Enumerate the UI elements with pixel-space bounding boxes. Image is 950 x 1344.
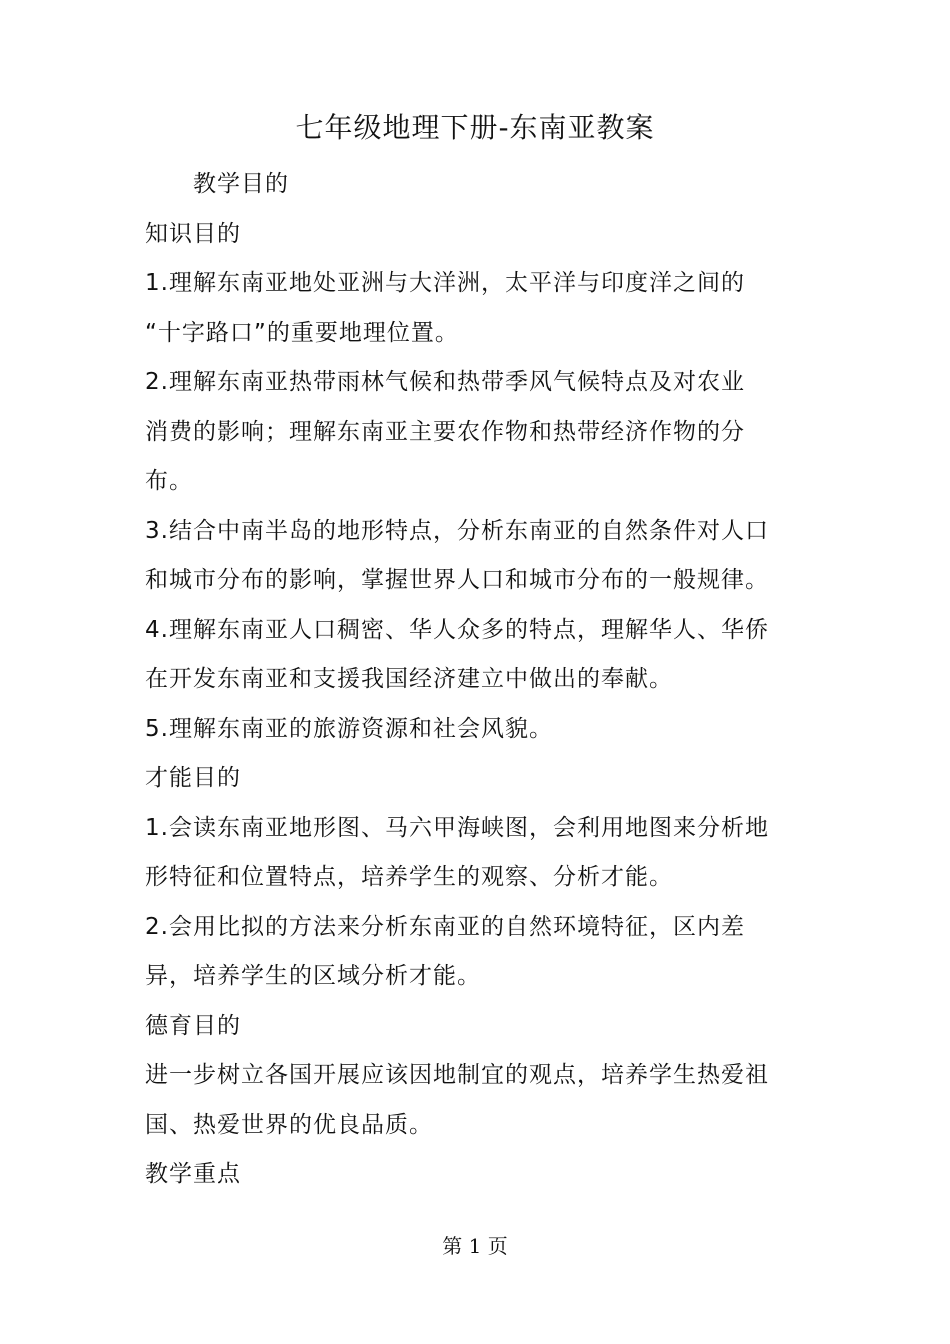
document-body xyxy=(145,160,825,1200)
heading-teaching-goals: 教学目的 xyxy=(193,171,289,197)
heading-teaching-focus: 教学重点 xyxy=(145,1161,241,1187)
document-title: 七年级地理下册-东南亚教案 xyxy=(295,111,655,144)
paragraph-line: “十字路口”的重要地理位置。 xyxy=(145,319,459,346)
paragraph-line: 2.理解东南亚热带雨林气候和热带季风气候特点及对农业 xyxy=(145,369,745,395)
heading-knowledge-goals: 知识目的 xyxy=(145,220,241,247)
paragraph-line: 国、热爱世界的优良品质。 xyxy=(145,1111,433,1138)
paragraph-line: 布。 xyxy=(145,468,193,494)
paragraph-line: 3.结合中南半岛的地形特点，分析东南亚的自然条件对人口 xyxy=(145,517,769,544)
heading-ability-goals: 才能目的 xyxy=(145,765,241,791)
paragraph-line: 4.理解东南亚人口稠密、华人众多的特点，理解华人、华侨 xyxy=(145,616,769,643)
paragraph-line: 消费的影响；理解东南亚主要农作物和热带经济作物的分 xyxy=(145,418,745,445)
paragraph-line: 1.理解东南亚地处亚洲与大洋洲，太平洋与印度洋之间的 xyxy=(145,270,745,296)
paragraph-line: 在开发东南亚和支援我国经济建立中做出的奉献。 xyxy=(145,666,673,692)
paragraph-line: 和城市分布的影响，掌握世界人口和城市分布的一般规律。 xyxy=(145,567,769,593)
paragraph-line: 形特征和位置特点，培养学生的观察、分析才能。 xyxy=(145,864,673,890)
heading-moral-goals: 德育目的 xyxy=(145,1012,241,1039)
paragraph-line: 异，培养学生的区域分析才能。 xyxy=(145,963,481,989)
page-number: 第 1 页 xyxy=(442,1234,508,1258)
paragraph-line: 进一步树立各国开展应该因地制宜的观点，培养学生热爱祖 xyxy=(145,1062,769,1088)
paragraph-line: 5.理解东南亚的旅游资源和社会风貌。 xyxy=(145,715,553,742)
paragraph-line: 1.会读东南亚地形图、马六甲海峡图，会利用地图来分析地 xyxy=(145,814,769,841)
paragraph-line: 2.会用比拟的方法来分析东南亚的自然环境特征，区内差 xyxy=(145,913,745,940)
